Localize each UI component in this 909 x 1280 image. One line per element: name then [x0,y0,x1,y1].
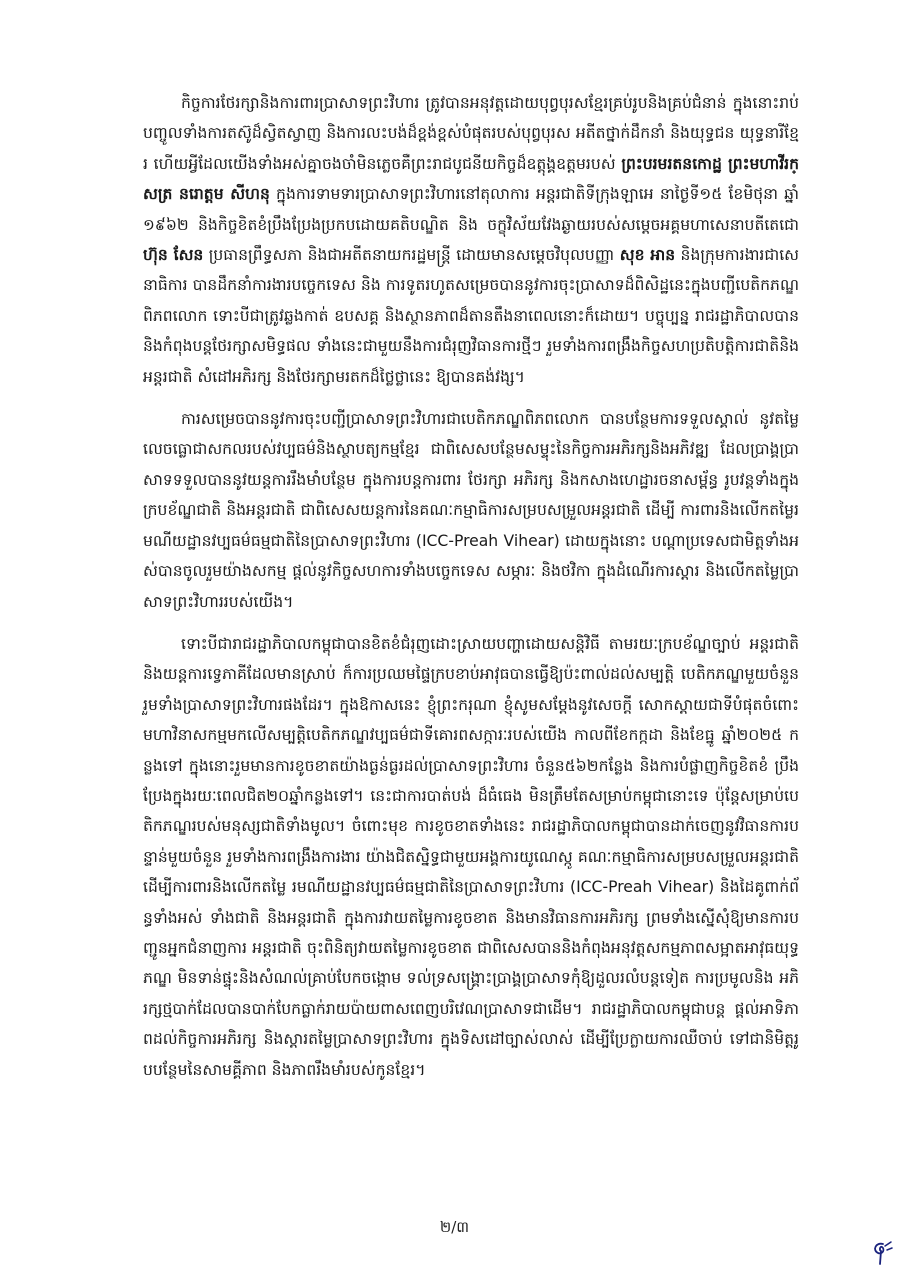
paragraph-1-part-1: កិច្ចការថែរក្សានិងការពារប្រាសាទព្រះវិហារ ត្រូវបានអនុវត្តដោយបុព្វបុរសខ្មែរគ្រប់រូបនិងគ្រប់ជំនាន់ ក្នុងនោះរាប់បញ្ចូលទាំងការតស៊ូដ៏ស្វិតស្វាញ និងការលះបង់ដ៏ខ្ពង់ខ្ពស់បំផុតរបស់បុព្វបុរស អតីតថ្នាក់ដឹកនាំ និងយុទ្ធជន យុទ្ធនារីខ្មែរ ហើយអ្វីដែលយើងទាំងអស់គ្នាចងចាំមិនភ្លេចគឺព្រះរាជបូជនីយកិច្ចដ៏ឧត្តុង្គឧត្តមរបស់ [143,94,799,173]
paragraph-1-part-4: និងក្រុមការងារជាសេនាធិការ បានដឹកនាំការងារបច្ចេកទេស និង ការទូតរហូតសម្រេចបាននូវការចុះប្រាសាទដ៏ពិសិដ្ឋនេះក្នុងបញ្ជីបេតិកភណ្ឌពិភពលោក ទោះបីជាត្រូវឆ្លងកាត់ ឧបសគ្គ និងស្ថានភាពដ៏តានតឹងនាពេលនោះក៏ដោយ។ បច្ចុប្បន្ន រាជរដ្ឋាភិបាលបាននិងកំពុងបន្តថែរក្សាសមិទ្ធផល ទាំងនេះជាមួយនឹងការជំរុញវិធានការថ្មីៗ រួមទាំងការពង្រឹងកិច្ចសហប្រតិបត្តិការជាតិនិងអន្តរជាតិ សំដៅអភិរក្ស និងថែរក្សាមរតកដ៏ថ្លៃថ្លានេះ ឱ្យបានគង់វង្ស។ [143,246,800,386]
document-body [143,88,799,1085]
paragraph-1 [143,88,799,392]
paragraph-1-part-3: ប្រធានព្រឹទ្ធសភា និងជាអតីតនាយករដ្ឋមន្ត្រី ដោយមានសម្តេចវិបុលបញ្ញា [203,246,620,265]
hun-sen-name: ហ៊ុន សែន [143,246,204,265]
king-father-name: ព្រះបរមរតនកោដ្ឋ ព្រះមហាវីរក្សត្រ នរោត្តម សីហនុ [143,154,799,204]
sok-an-name: សុខ អាន [619,246,676,265]
page-number: ២/៣ [439,1218,470,1236]
paragraph-2: ការសម្រេចបាននូវការចុះបញ្ជីប្រាសាទព្រះវិហារជាបេតិកភណ្ឌពិភពលោក បានបន្ថែមការទទួលស្គាល់ នូវតម្លៃលេចធ្លោជាសកលរបស់វប្បធម៌និងស្ថាបត្យកម្មខ្មែរ ជាពិសេសបន្ថែមសម្ទុះនៃកិច្ចការអភិរក្សនិងអភិវឌ្ឍ ដែលប្រាង្គប្រាសាទទទួលបាននូវយន្តការរឹងមាំបន្ថែម ក្នុងការបន្តការពារ ថែរក្សា អភិរក្ស និងកសាងហេដ្ឋារចនាសម្ព័ន្ធ រូបវន្តទាំងក្នុងក្របខ័ណ្ឌជាតិ និងអន្តរជាតិ ជាពិសេសយន្តការនៃគណៈកម្មាធិការសម្របសម្រួលអន្តរជាតិ ដើម្បី ការពារនិងលើកតម្លៃរមណីយដ្ឋានវប្បធម៌ធម្មជាតិនៃប្រាសាទព្រះវិហារ (ICC-Preah Vihear) ដោយក្នុងនោះ បណ្តាប្រទេសជាមិត្តទាំងអស់បានចូលរួមយ៉ាងសកម្ម ផ្តល់នូវកិច្ចសហការទាំងបច្ចេកទេស សម្ភារៈ និងថវិកា ក្នុងដំណើរការស្តារ និងលើកតម្លៃប្រាសាទព្រះវិហាររបស់យើង។ [143,410,799,611]
paragraph-1-part-2: ក្នុងការទាមទារប្រាសាទព្រះវិហារនៅតុលាការ អន្តរជាតិទីក្រុងឡាអេ នាថ្ងៃទី១៥ ខែមិថុនា ឆ្នាំ១៩៦២ និងកិច្ចខិតខំប្រឹងប្រែងប្រកបដោយគតិបណ្ឌិត និង ចក្ខុវិស័យវែងឆ្ងាយរបស់សម្តេចអគ្គមហាសេនាបតីតេជោ [143,185,799,234]
handwritten-initial-icon [868,1238,894,1268]
paragraph-3: ទោះបីជារាជរដ្ឋាភិបាលកម្ពុជាបានខិតខំជំរុញដោះស្រាយបញ្ហាដោយសន្តិវិធី តាមរយៈក្របខ័ណ្ឌច្បាប់ អន្តរជាតិ និងយន្តការទ្វេភាគីដែលមានស្រាប់ ក៏ការប្រឈមផ្ទៃក្របខាប់អាវុធបានធ្វើឱ្យប៉ះពាល់ដល់សម្បត្តិ បេតិកភណ្ឌមួយចំនួន រួមទាំងប្រាសាទព្រះវិហារផងដែរ។ ក្នុងឱកាសនេះ ខ្ញុំព្រះករុណា ខ្ញុំសូមសម្តែងនូវសេចក្តី សោកស្តាយជាទីបំផុតចំពោះមហាវិនាសកម្មមកលើសម្បត្តិបេតិកភណ្ឌវប្បធម៌ជាទីគោរពសក្ការៈរបស់យើង កាលពីខែកក្កដា និងខែធ្នូ ឆ្នាំ២០២៥ កន្លងទៅ ក្នុងនោះរួមមានការខូចខាតយ៉ាងធ្ងន់ធ្ងរដល់ប្រាសាទព្រះវិហារ ចំនួន៥៦២កន្លែង និងការបំផ្លាញកិច្ចខិតខំ ប្រឹងប្រែងក្នុងរយៈពេលជិត២០ឆ្នាំកន្លងទៅ។ នេះជាការបាត់បង់ ដ៏ធំធេង មិនត្រឹមតែសម្រាប់កម្ពុជានោះទេ ប៉ុន្តែសម្រាប់បេតិកភណ្ឌរបស់មនុស្សជាតិទាំងមូល។ ចំពោះមុខ ការខូចខាតទាំងនេះ រាជរដ្ឋាភិបាលកម្ពុជាបានដាក់ចេញនូវវិធានការបន្ទាន់មួយចំនួន រួមទាំងការពង្រឹងការងារ យ៉ាងជិតស្និទ្ធជាមួយអង្គការយូណេស្កូ គណៈកម្មាធិការសម្របសម្រួលអន្តរជាតិ ដើម្បីការពារនិងលើកតម្លៃ រមណីយដ្ឋានវប្បធម៌ធម្មជាតិនៃប្រាសាទព្រះវិហារ (ICC-Preah Vihear) និងដៃគូពាក់ព័ន្ធទាំងអស់ ទាំងជាតិ និងអន្តរជាតិ ក្នុងការវាយតម្លៃការខូចខាត និងមានវិធានការអភិរក្ស ព្រមទាំងស្នើសុំឱ្យមានការបញ្ជូនអ្នកជំនាញការ អន្តរជាតិ ចុះពិនិត្យវាយតម្លៃការខូចខាត ជាពិសេសបាននិងកំពុងអនុវត្តសកម្មភាពសម្អាតអាវុធយុទ្ធភណ្ឌ មិនទាន់ផ្ទុះនិងសំណល់គ្រាប់បែកចង្កោម ទល់ទ្រសង្គ្រោះប្រាង្គប្រាសាទកុំឱ្យដួលរលំបន្តទៀត ការប្រមូលនិង អភិរក្សថ្មបាក់ដែលបានបាក់បែកធ្លាក់រាយប៉ាយពាសពេញបរិវេណប្រាសាទជាដើម។ រាជរដ្ឋាភិបាលកម្ពុជាបន្ត ផ្តល់អាទិភាពដល់កិច្ចការអភិរក្ស និងស្តារតម្លៃប្រាសាទព្រះវិហារ ក្នុងទិសដៅច្បាស់លាស់ ដើម្បីប្រែក្លាយការឈឺចាប់ ទៅជានិមិត្តរូបបន្ថែមនៃសាមគ្គីភាព និងភាពរឹងមាំរបស់កូនខ្មែរ។ [143,634,799,1079]
